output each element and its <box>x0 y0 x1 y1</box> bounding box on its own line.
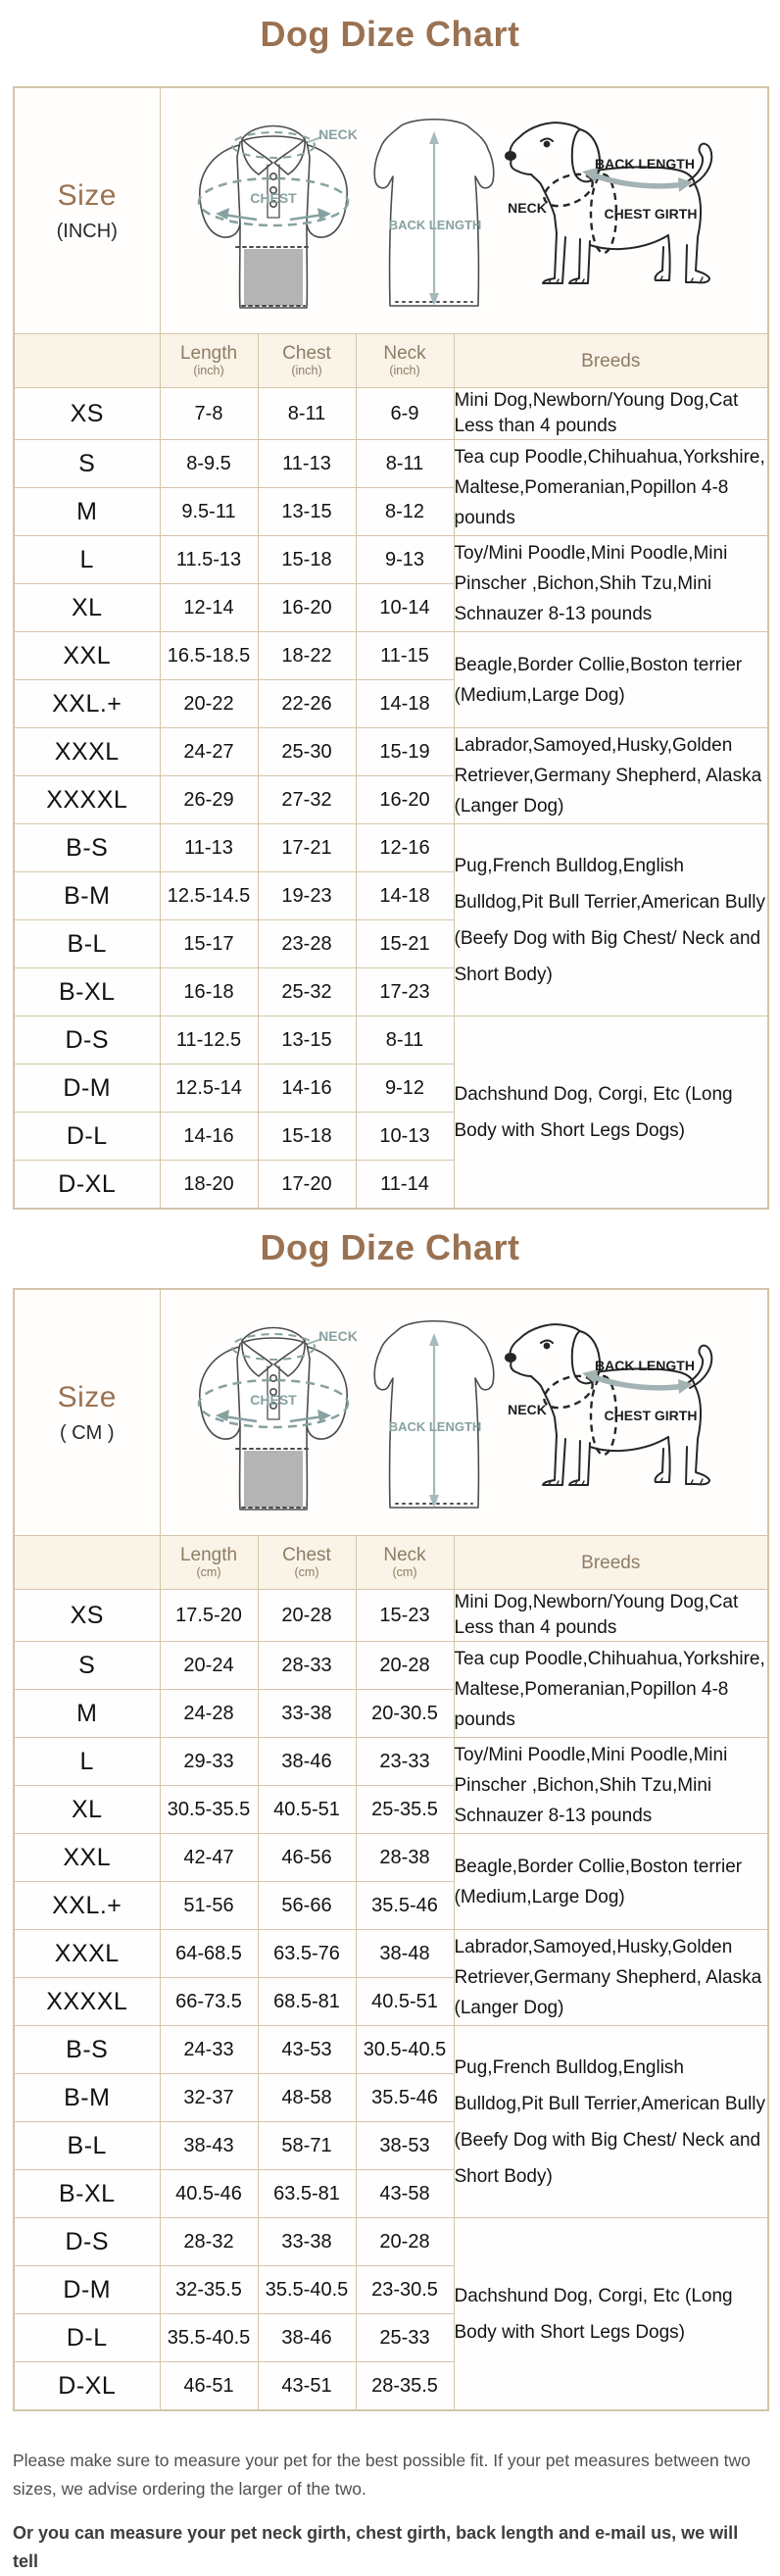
chest-cell: 11-13 <box>258 440 356 488</box>
neck-cell: 38-48 <box>356 1930 454 1978</box>
table-row <box>14 1016 768 1065</box>
neck-cell: 23-33 <box>356 1738 454 1786</box>
dog-back-length-label: BACK LENGTH <box>594 1358 695 1373</box>
shirt-back-length-label: BACK LENGTH <box>388 1419 481 1434</box>
length-cell: 51-56 <box>160 1882 258 1930</box>
length-cell: 30.5-35.5 <box>160 1786 258 1834</box>
neck-cell: 16-20 <box>356 776 454 824</box>
breeds-cell: Dachshund Dog, Corgi, Etc (Long Body with Short Legs Dogs) <box>454 1016 768 1210</box>
page-title-cm: Dog Dize Chart <box>260 1227 520 1267</box>
chest-cell: 33-38 <box>258 2218 356 2266</box>
size-unit-label: ( CM ) <box>59 1421 115 1444</box>
breeds-cell: Toy/Mini Poodle,Mini Poodle,Mini Pinscher ,Bichon,Shih Tzu,Mini Schnauzer 8-13 pounds <box>454 536 768 632</box>
size-cell: B-L <box>14 920 160 968</box>
length-cell: 12.5-14 <box>160 1065 258 1113</box>
size-cell: D-S <box>14 1016 160 1065</box>
column-header-row <box>14 1536 768 1590</box>
diagram-row <box>14 87 768 334</box>
length-cell: 17.5-20 <box>160 1590 258 1642</box>
length-cell: 24-28 <box>160 1690 258 1738</box>
size-cell: XXXL <box>14 728 160 776</box>
length-cell: 12-14 <box>160 584 258 632</box>
size-cell: XXL <box>14 1834 160 1882</box>
table-row <box>14 1738 768 1786</box>
length-column-header: Length (inch) <box>160 334 258 388</box>
diagram-cell <box>160 1289 768 1536</box>
breeds-cell: Tea cup Poodle,Chihuahua,Yorkshire, Maltese,Pomeranian,Popillon 4-8 pounds <box>454 440 768 536</box>
table-row <box>14 2218 768 2266</box>
size-cell: XXL <box>14 632 160 680</box>
size-cell: XXL.+ <box>14 680 160 728</box>
chest-cell: 19-23 <box>258 872 356 920</box>
neck-cell: 6-9 <box>356 388 454 440</box>
table-row <box>14 536 768 584</box>
chest-cell: 27-32 <box>258 776 356 824</box>
size-table-inch <box>13 86 769 1210</box>
table-row <box>14 1642 768 1690</box>
chest-cell: 25-32 <box>258 968 356 1016</box>
shirt-back-length-label: BACK LENGTH <box>388 218 481 232</box>
measurement-diagram <box>161 1290 769 1535</box>
chest-cell: 15-18 <box>258 1113 356 1161</box>
chest-cell: 40.5-51 <box>258 1786 356 1834</box>
chest-cell: 20-28 <box>258 1590 356 1642</box>
neck-cell: 25-35.5 <box>356 1786 454 1834</box>
blank-header-cell <box>14 334 160 388</box>
table-row <box>14 728 768 776</box>
neck-cell: 9-12 <box>356 1065 454 1113</box>
size-cell: M <box>14 488 160 536</box>
dog-chest-girth-label: CHEST GIRTH <box>604 206 697 222</box>
polo-chest-label: CHEST <box>249 1392 297 1408</box>
neck-cell: 14-18 <box>356 872 454 920</box>
neck-cell: 23-30.5 <box>356 2266 454 2314</box>
diagram-row <box>14 1289 768 1536</box>
chest-cell: 13-15 <box>258 1016 356 1065</box>
neck-cell: 11-14 <box>356 1161 454 1210</box>
size-cell: XXXL <box>14 1930 160 1978</box>
size-cell: D-L <box>14 1113 160 1161</box>
table-row <box>14 1930 768 1978</box>
size-cell: XXXXL <box>14 1978 160 2026</box>
length-cell: 32-37 <box>160 2074 258 2122</box>
length-cell: 12.5-14.5 <box>160 872 258 920</box>
length-cell: 66-73.5 <box>160 1978 258 2026</box>
length-cell: 7-8 <box>160 388 258 440</box>
size-header-cell <box>14 87 160 334</box>
length-cell: 24-33 <box>160 2026 258 2074</box>
chest-cell: 16-20 <box>258 584 356 632</box>
neck-column-header: Neck (inch) <box>356 334 454 388</box>
size-cell: B-XL <box>14 2170 160 2218</box>
dog-neck-label: NECK <box>507 1402 547 1417</box>
email-note: Or you can measure your pet neck girth, chest girth, back length and e-mail us, we will tell <box>13 2523 739 2571</box>
table-row <box>14 388 768 440</box>
blank-header-cell <box>14 1536 160 1590</box>
length-cell: 16.5-18.5 <box>160 632 258 680</box>
neck-cell: 10-14 <box>356 584 454 632</box>
breeds-cell: Beagle,Border Collie,Boston terrier (Medium,Large Dog) <box>454 1834 768 1930</box>
size-cell: B-L <box>14 2122 160 2170</box>
breeds-column-header: Breeds <box>454 1536 768 1590</box>
chest-cell: 63.5-76 <box>258 1930 356 1978</box>
measurement-diagram-illustration <box>161 88 769 333</box>
chest-cell: 43-53 <box>258 2026 356 2074</box>
length-column-header: Length (cm) <box>160 1536 258 1590</box>
length-cell: 14-16 <box>160 1113 258 1161</box>
size-rows-inch <box>14 388 768 1210</box>
chest-cell: 28-33 <box>258 1642 356 1690</box>
length-cell: 29-33 <box>160 1738 258 1786</box>
table-row <box>14 1590 768 1642</box>
neck-cell: 14-18 <box>356 680 454 728</box>
breeds-cell: Dachshund Dog, Corgi, Etc (Long Body with Short Legs Dogs) <box>454 2218 768 2411</box>
chest-cell: 43-51 <box>258 2362 356 2411</box>
table-row <box>14 632 768 680</box>
breeds-cell: Labrador,Samoyed,Husky,Golden Retriever,Germany Shepherd, Alaska (Langer Dog) <box>454 728 768 824</box>
chest-cell: 18-22 <box>258 632 356 680</box>
size-unit-label: (INCH) <box>56 220 118 242</box>
chest-cell: 58-71 <box>258 2122 356 2170</box>
size-cell: XL <box>14 1786 160 1834</box>
size-rows-cm <box>14 1590 768 2411</box>
length-cell: 11-12.5 <box>160 1016 258 1065</box>
polo-neck-label: NECK <box>317 126 358 142</box>
size-cell: XXXXL <box>14 776 160 824</box>
size-cell: XL <box>14 584 160 632</box>
length-cell: 20-22 <box>160 680 258 728</box>
polo-shirt-front-drawing <box>199 1328 346 1511</box>
neck-cell: 28-38 <box>356 1834 454 1882</box>
chest-cell: 25-30 <box>258 728 356 776</box>
size-cell: B-M <box>14 2074 160 2122</box>
neck-cell: 25-33 <box>356 2314 454 2362</box>
neck-cell: 9-13 <box>356 536 454 584</box>
length-cell: 16-18 <box>160 968 258 1016</box>
chest-cell: 8-11 <box>258 388 356 440</box>
chest-cell: 33-38 <box>258 1690 356 1738</box>
size-label: Size <box>57 1380 117 1413</box>
size-cell: XS <box>14 1590 160 1642</box>
breeds-cell: Beagle,Border Collie,Boston terrier (Medium,Large Dog) <box>454 632 768 728</box>
size-cell: B-S <box>14 824 160 872</box>
measure-note: Please make sure to measure your pet for the best possible fit. If your pet measures between two sizes, we advise ordering the larger of the two. <box>13 2451 751 2499</box>
size-cell: XS <box>14 388 160 440</box>
length-cell: 38-43 <box>160 2122 258 2170</box>
length-cell: 20-24 <box>160 1642 258 1690</box>
breeds-column-header: Breeds <box>454 334 768 388</box>
breeds-cell: Labrador,Samoyed,Husky,Golden Retriever,Germany Shepherd, Alaska (Langer Dog) <box>454 1930 768 2026</box>
neck-cell: 8-11 <box>356 1016 454 1065</box>
polo-shirt-front-drawing <box>199 126 346 309</box>
size-label: Size <box>57 178 117 212</box>
neck-cell: 30.5-40.5 <box>356 2026 454 2074</box>
size-cell: XXL.+ <box>14 1882 160 1930</box>
neck-cell: 12-16 <box>356 824 454 872</box>
diagram-cell <box>160 87 768 334</box>
neck-cell: 28-35.5 <box>356 2362 454 2411</box>
size-cell: D-S <box>14 2218 160 2266</box>
size-cell: M <box>14 1690 160 1738</box>
chest-cell: 63.5-81 <box>258 2170 356 2218</box>
chest-cell: 38-46 <box>258 2314 356 2362</box>
measurement-diagram-illustration <box>161 1290 769 1535</box>
length-cell: 64-68.5 <box>160 1930 258 1978</box>
polo-chest-label: CHEST <box>249 190 297 206</box>
breeds-cell: Mini Dog,Newborn/Young Dog,Cat Less than 4 pounds <box>454 388 768 440</box>
chest-cell: 35.5-40.5 <box>258 2266 356 2314</box>
chest-cell: 56-66 <box>258 1882 356 1930</box>
size-cell: D-L <box>14 2314 160 2362</box>
chest-cell: 38-46 <box>258 1738 356 1786</box>
length-cell: 9.5-11 <box>160 488 258 536</box>
dog-back-length-label: BACK LENGTH <box>594 156 695 172</box>
column-header-row <box>14 334 768 388</box>
size-cell: S <box>14 440 160 488</box>
chest-cell: 68.5-81 <box>258 1978 356 2026</box>
chest-cell: 17-20 <box>258 1161 356 1210</box>
chest-cell: 48-58 <box>258 2074 356 2122</box>
neck-cell: 20-30.5 <box>356 1690 454 1738</box>
neck-cell: 8-12 <box>356 488 454 536</box>
chest-column-header: Chest (cm) <box>258 1536 356 1590</box>
length-cell: 46-51 <box>160 2362 258 2411</box>
neck-column-header: Neck (cm) <box>356 1536 454 1590</box>
breeds-cell: Pug,French Bulldog,English Bulldog,Pit Bull Terrier,American Bully (Beefy Dog with Big Chest/ Neck and Short Body) <box>454 824 768 1016</box>
chest-cell: 17-21 <box>258 824 356 872</box>
breeds-cell: Pug,French Bulldog,English Bulldog,Pit Bull Terrier,American Bully (Beefy Dog with Big Chest/ Neck and Short Body) <box>454 2026 768 2218</box>
chest-column-header: Chest (inch) <box>258 334 356 388</box>
length-cell: 42-47 <box>160 1834 258 1882</box>
chest-cell: 23-28 <box>258 920 356 968</box>
size-cell: D-XL <box>14 1161 160 1210</box>
length-cell: 35.5-40.5 <box>160 2314 258 2362</box>
size-header-cell <box>14 1289 160 1536</box>
neck-cell: 17-23 <box>356 968 454 1016</box>
length-cell: 11-13 <box>160 824 258 872</box>
neck-cell: 15-21 <box>356 920 454 968</box>
length-cell: 18-20 <box>160 1161 258 1210</box>
table-row <box>14 824 768 872</box>
length-cell: 32-35.5 <box>160 2266 258 2314</box>
size-cell: B-M <box>14 872 160 920</box>
length-cell: 40.5-46 <box>160 2170 258 2218</box>
chest-cell: 22-26 <box>258 680 356 728</box>
neck-cell: 35.5-46 <box>356 2074 454 2122</box>
length-cell: 8-9.5 <box>160 440 258 488</box>
neck-cell: 8-11 <box>356 440 454 488</box>
size-cell: B-S <box>14 2026 160 2074</box>
neck-cell: 15-19 <box>356 728 454 776</box>
neck-cell: 15-23 <box>356 1590 454 1642</box>
length-cell: 24-27 <box>160 728 258 776</box>
length-cell: 11.5-13 <box>160 536 258 584</box>
size-cell: S <box>14 1642 160 1690</box>
size-cell: D-M <box>14 2266 160 2314</box>
table-row <box>14 440 768 488</box>
size-cell: L <box>14 1738 160 1786</box>
neck-cell: 43-58 <box>356 2170 454 2218</box>
size-table-cm <box>13 1288 769 2411</box>
polo-neck-label: NECK <box>317 1328 358 1344</box>
breeds-cell: Toy/Mini Poodle,Mini Poodle,Mini Pinscher ,Bichon,Shih Tzu,Mini Schnauzer 8-13 pounds <box>454 1738 768 1834</box>
measurement-diagram <box>161 88 769 333</box>
chest-cell: 13-15 <box>258 488 356 536</box>
table-row <box>14 2026 768 2074</box>
page-title-inch: Dog Dize Chart <box>260 14 520 54</box>
length-cell: 28-32 <box>160 2218 258 2266</box>
length-cell: 15-17 <box>160 920 258 968</box>
breeds-cell: Mini Dog,Newborn/Young Dog,Cat Less than 4 pounds <box>454 1590 768 1642</box>
neck-cell: 20-28 <box>356 1642 454 1690</box>
table-row <box>14 1834 768 1882</box>
dog-chest-girth-label: CHEST GIRTH <box>604 1408 697 1423</box>
neck-cell: 35.5-46 <box>356 1882 454 1930</box>
size-cell: B-XL <box>14 968 160 1016</box>
chest-cell: 15-18 <box>258 536 356 584</box>
dog-neck-label: NECK <box>507 200 547 216</box>
size-cell: D-XL <box>14 2362 160 2411</box>
size-cell: L <box>14 536 160 584</box>
neck-cell: 11-15 <box>356 632 454 680</box>
chest-cell: 14-16 <box>258 1065 356 1113</box>
size-cell: D-M <box>14 1065 160 1113</box>
neck-cell: 10-13 <box>356 1113 454 1161</box>
length-cell: 26-29 <box>160 776 258 824</box>
neck-cell: 20-28 <box>356 2218 454 2266</box>
breeds-cell: Tea cup Poodle,Chihuahua,Yorkshire, Maltese,Pomeranian,Popillon 4-8 pounds <box>454 1642 768 1738</box>
neck-cell: 38-53 <box>356 2122 454 2170</box>
chest-cell: 46-56 <box>258 1834 356 1882</box>
neck-cell: 40.5-51 <box>356 1978 454 2026</box>
